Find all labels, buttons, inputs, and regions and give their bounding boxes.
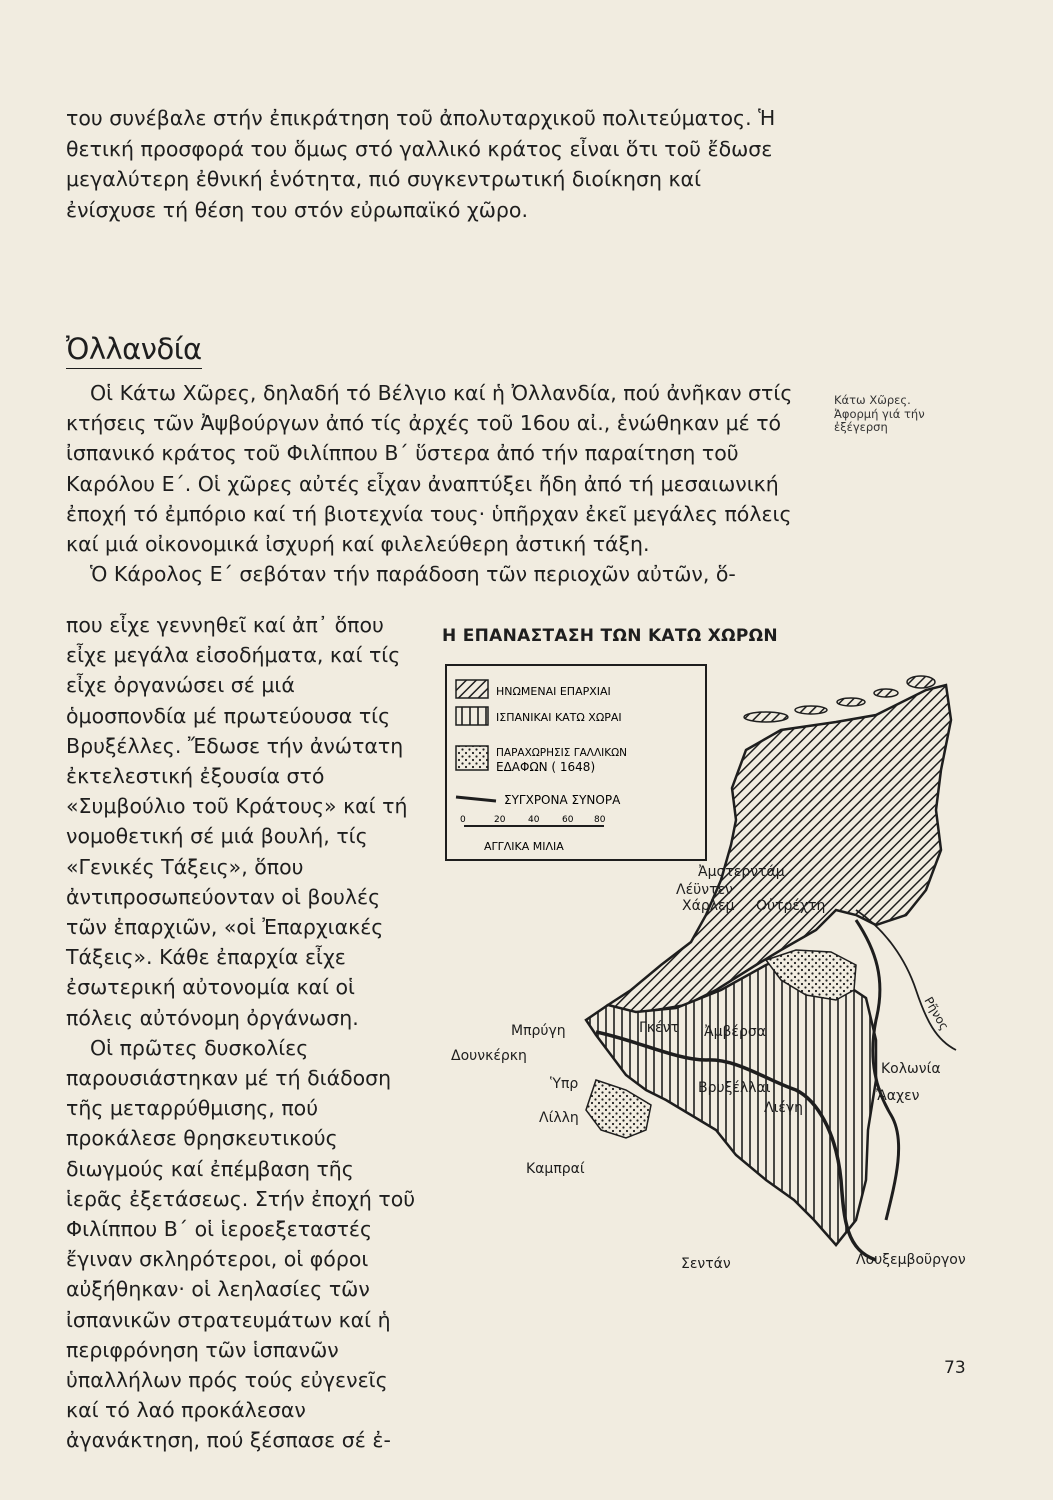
scale-tick-80: 80 [594, 815, 606, 825]
label-cambrai: Καμπραί [526, 1161, 585, 1177]
label-amsterdam: Ἀμστερντάμ [698, 864, 785, 880]
legend-spanish-netherlands: ΙΣΠΑΝΙΚΑΙ ΚΑΤΩ ΧΩΡΑΙ [496, 711, 622, 724]
label-bruges: Μπρύγη [511, 1023, 566, 1039]
paragraph-2-start: Ὁ Κάρολος Ε΄ σεβόταν τήν παράδοση τῶν περιοχῶν αὐτῶν, ὅ- [90, 562, 736, 587]
legend-united-provinces: ΗΝΩΜΕΝΑΙ ΕΠΑΡΧΙΑΙ [496, 685, 611, 698]
scale-tick-0: 0 [460, 815, 466, 825]
label-sedan: Σεντάν [681, 1256, 731, 1272]
legend-swatch-dotted [456, 746, 488, 770]
margin-note [834, 394, 964, 435]
label-brussels: Βρυξέλλαι [698, 1080, 771, 1096]
label-lille: Λίλλη [539, 1110, 579, 1126]
label-utrecht: Οὐτρέχτη [756, 898, 826, 914]
paragraph-3: Οἱ πρῶτες δυσκολίες παρουσιάστηκαν μέ τή διάδοση τῆς μεταρρύθμισης, πού προκάλεσε θρησκευτικούς διωγμούς καί ἐπέμβαση τῆς ἱερᾶς ἐξετάσεως. Στήν ἐποχή τοῦ Φιλίππου Β΄ οἱ ἱεροεξεταστές ἔγιναν σκληρότεροι, οἱ φόροι αὐξήθηκαν· οἱ λεηλασίες τῶν ἰσπανικῶν στρατευμάτων καί ἡ περιφρόνηση τῶν ἱσπανῶν ὑπαλλήλων πρός τούς εὐγενεῖς καί τό λαό προκάλεσαν ἀγανάκτηση, πού ξέσπασε σέ ἐ- [66, 1035, 416, 1453]
label-leiden: Λέϋντεν [676, 882, 733, 898]
full-width-text [66, 378, 796, 589]
scale-unit: ΑΓΓΛΙΚΑ ΜΙΛΙΑ [484, 840, 564, 853]
scale-tick-40: 40 [528, 815, 540, 825]
paragraph-2-rest: που εἶχε γεννηθεῖ καί ἀπ᾽ ὅπου εἶχε μεγάλα εἰσοδήματα, καί τίς εἶχε ὀργανώσει σέ μιά ὁμοσπονδία μέ πρωτεύουσα τίς Βρυξέλλες. Ἔδωσε τήν ἀνώτατη ἐκτελεστική ἐξουσία στό «Συμβούλιο τοῦ Κράτους» καί τή νομοθετική σέ μιά βουλή, τίς «Γενικές Τάξεις», ὅπου ἀντιπροσωπεύονταν οἱ βουλές τῶν ἐπαρχιῶν, «οἱ Ἐπαρχιακές Τάξεις». Κάθε ἐπαρχία εἶχε ἐσωτερική αὐτονομία καί οἱ πόλεις αὐτόνομη ὀργάνωση. [66, 613, 408, 1030]
map-legend [446, 665, 706, 860]
label-ghent: Γκέντ [639, 1020, 679, 1036]
margin-note-line-2: Ἀφορμή γιά τήν ἐξέγερση [834, 406, 925, 434]
label-luxembourg: Λουξεμβοῦργον [856, 1252, 966, 1268]
intro-paragraph: του συνέβαλε στήν ἐπικράτηση τοῦ ἀπολυταρχικοῦ πολιτεύματος. Ἡ θετική προσφορά του ὅμως στό γαλλικό κράτος εἶναι ὅτι τοῦ ἔδωσε μεγαλύτερη ἐθνική ἑνότητα, πιό συγκεντρωτική διοίκηση καί ἐνίσχυσε τή θέση του στόν εὐρωπαϊκό χῶρο. [66, 106, 776, 222]
label-antwerp: Ἀμβέρσα [704, 1024, 766, 1040]
section-title: Ὀλλανδία [66, 332, 202, 369]
label-cologne: Κολωνία [881, 1061, 941, 1077]
legend-french-cessions-2: ΕΔΑΦΩΝ ( 1648) [496, 760, 596, 774]
french-cessions-south [586, 1080, 651, 1138]
legend-swatch-vertical [456, 707, 488, 725]
scale-tick-60: 60 [562, 815, 574, 825]
map-title: Η ΕΠΑΝΑΣΤΑΣΗ ΤΩΝ ΚΑΤΩ ΧΩΡΩΝ [442, 626, 778, 646]
label-ypres: Ὑπρ [550, 1076, 579, 1092]
label-haarlem: Χάρλεμ [682, 898, 735, 914]
legend-swatch-hatched [456, 680, 488, 698]
scale-tick-20: 20 [494, 815, 506, 825]
page-number: 73 [944, 1358, 966, 1378]
legend-modern-borders: ΣΥΓΧΡΟΝΑ ΣΥΝΟΡΑ [504, 793, 621, 807]
label-liege: Λιέγη [764, 1100, 804, 1116]
label-rhine: Ρῆνος [921, 994, 952, 1033]
low-countries-map [436, 660, 996, 1300]
margin-note-line-1: Κάτω Χῶρες. [834, 393, 911, 407]
label-aachen: Ἄαχεν [876, 1088, 920, 1104]
column-text [66, 610, 416, 1456]
label-dunkirk: Δουνκέρκη [451, 1048, 527, 1064]
legend-french-cessions-1: ΠΑΡΑΧΩΡΗΣΙΣ ΓΑΛΛΙΚΩΝ [496, 747, 627, 759]
paragraph-1: Οἱ Κάτω Χῶρες, δηλαδή τό Βέλγιο καί ἡ Ὀλλανδία, πού ἀνῆκαν στίς κτήσεις τῶν Ἀψβούργων ἀπό τίς ἀρχές τοῦ 16ου αἰ., ἑνώθηκαν μέ τό ἰσπανικό κράτος τοῦ Φιλίππου Β΄ ὕστερα ἀπό τήν παραίτηση τοῦ Καρόλου Ε΄. Οἱ χῶρες αὐτές εἶχαν ἀναπτύξει ἤδη ἀπό τή μεσαιωνική ἐποχή τό ἐμπόριο καί τή βιοτεχνία τους· ὑπῆρχαν ἐκεῖ μεγάλες πόλεις καί μιά οἰκονομικά ἰσχυρή καί φιλελεύθερη ἀστική τάξη. [66, 381, 793, 557]
